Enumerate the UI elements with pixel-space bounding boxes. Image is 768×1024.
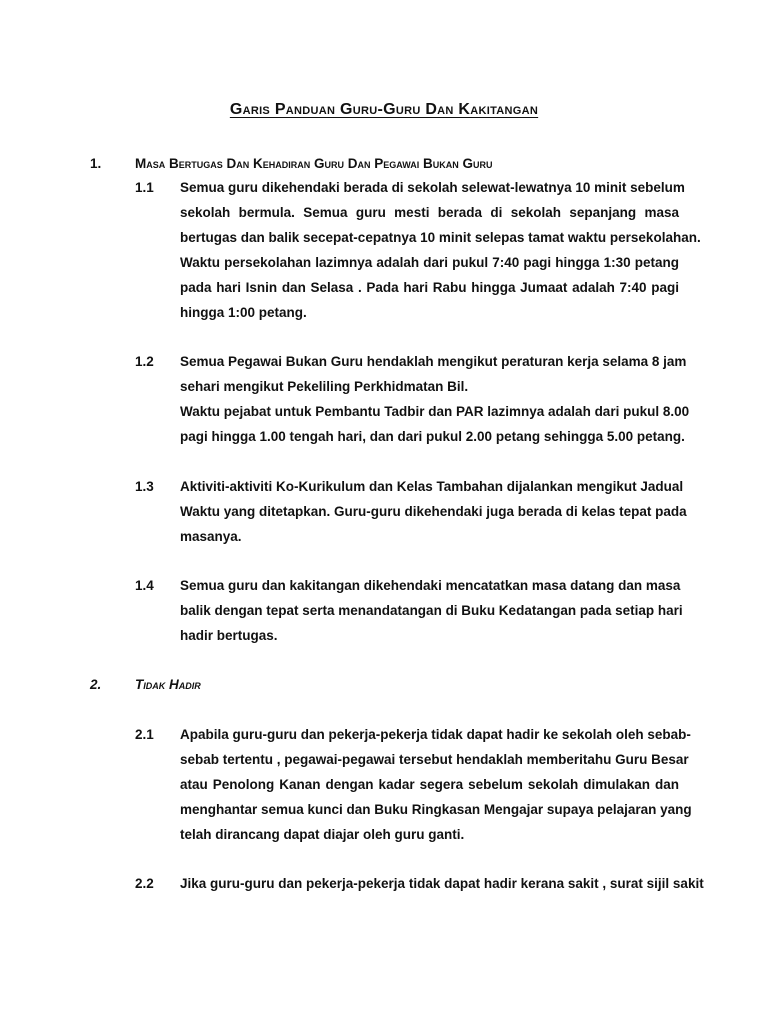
item-number: 1.4 (135, 578, 154, 593)
item-paragraph (180, 871, 704, 896)
paragraph-line: menghantar semua kunci dan Buku Ringkasan Mengajar supaya pelajaran yang (180, 802, 692, 818)
section-number: 2. (90, 677, 102, 692)
section-heading: Tidak Hadir (135, 677, 201, 692)
paragraph-line: sehari mengikut Pekeliling Perkhidmatan Bil. (180, 379, 469, 395)
paragraph-line: hingga 1:00 petang. (180, 305, 307, 321)
paragraph-line: Jika guru-guru dan pekerja-pekerja tidak dapat hadir kerana sakit , surat sijil sakit (180, 876, 704, 891)
item-paragraph (180, 573, 683, 648)
paragraph-line: Apabila guru-guru dan pekerja-pekerja tidak dapat hadir ke sekolah oleh sebab- (180, 727, 691, 742)
item-paragraph (180, 349, 690, 449)
paragraph-line: telah dirancang dapat diajar oleh guru ganti. (180, 827, 465, 843)
paragraph-line: atau Penolong Kanan dengan kadar segera sebelum sekolah dimulakan dan (180, 777, 679, 793)
paragraph-line: masanya. (180, 529, 242, 545)
item-paragraph (180, 175, 701, 326)
paragraph-line: Semua guru dikehendaki berada di sekolah selewat-lewatnya 10 minit sebelum (180, 180, 685, 195)
paragraph-line: Aktiviti-aktiviti Ko-Kurikulum dan Kelas Tambahan dijalankan mengikut Jadual (180, 479, 684, 494)
item-number: 2.1 (135, 727, 154, 742)
paragraph-line: pagi hingga 1.00 tengah hari, dan dari pukul 2.00 petang sehingga 5.00 petang. (180, 429, 685, 445)
paragraph-line: balik dengan tepat serta menandatangan di Buku Kedatangan pada setiap hari (180, 603, 683, 619)
paragraph-line: bertugas dan balik secepat-cepatnya 10 minit selepas tamat waktu persekolahan. (180, 230, 701, 246)
item-number: 1.1 (135, 180, 154, 195)
paragraph-line: Waktu persekolahan lazimnya adalah dari pukul 7:40 pagi hingga 1:30 petang (180, 255, 679, 271)
paragraph-line: sekolah bermula. Semua guru mesti berada di sekolah sepanjang masa (180, 205, 679, 221)
paragraph-line: pada hari Isnin dan Selasa . Pada hari Rabu hingga Jumaat adalah 7:40 pagi (180, 280, 679, 296)
paragraph-line: Waktu pejabat untuk Pembantu Tadbir dan PAR lazimnya adalah dari pukul 8.00 (180, 404, 690, 420)
item-paragraph (180, 722, 692, 847)
paragraph-line: Semua guru dan kakitangan dikehendaki mencatatkan masa datang dan masa (180, 578, 681, 593)
paragraph-line: sebab tertentu , pegawai-pegawai tersebut hendaklah memberitahu Guru Besar (180, 752, 689, 768)
item-paragraph (180, 474, 687, 549)
section-heading: Masa Bertugas Dan Kehadiran Guru Dan Pegawai Bukan Guru (135, 156, 493, 171)
document-title (0, 101, 768, 119)
item-number: 2.2 (135, 876, 154, 891)
item-number: 1.2 (135, 354, 154, 369)
item-number: 1.3 (135, 479, 154, 494)
paragraph-line: Waktu yang ditetapkan. Guru-guru dikehendaki juga berada di kelas tepat pada (180, 504, 687, 520)
section-number: 1. (90, 156, 102, 171)
paragraph-line: hadir bertugas. (180, 628, 278, 644)
document-title-text: Garis Panduan Guru-Guru Dan Kakitangan (229, 101, 539, 118)
paragraph-line: Semua Pegawai Bukan Guru hendaklah mengikut peraturan kerja selama 8 jam (180, 354, 687, 369)
